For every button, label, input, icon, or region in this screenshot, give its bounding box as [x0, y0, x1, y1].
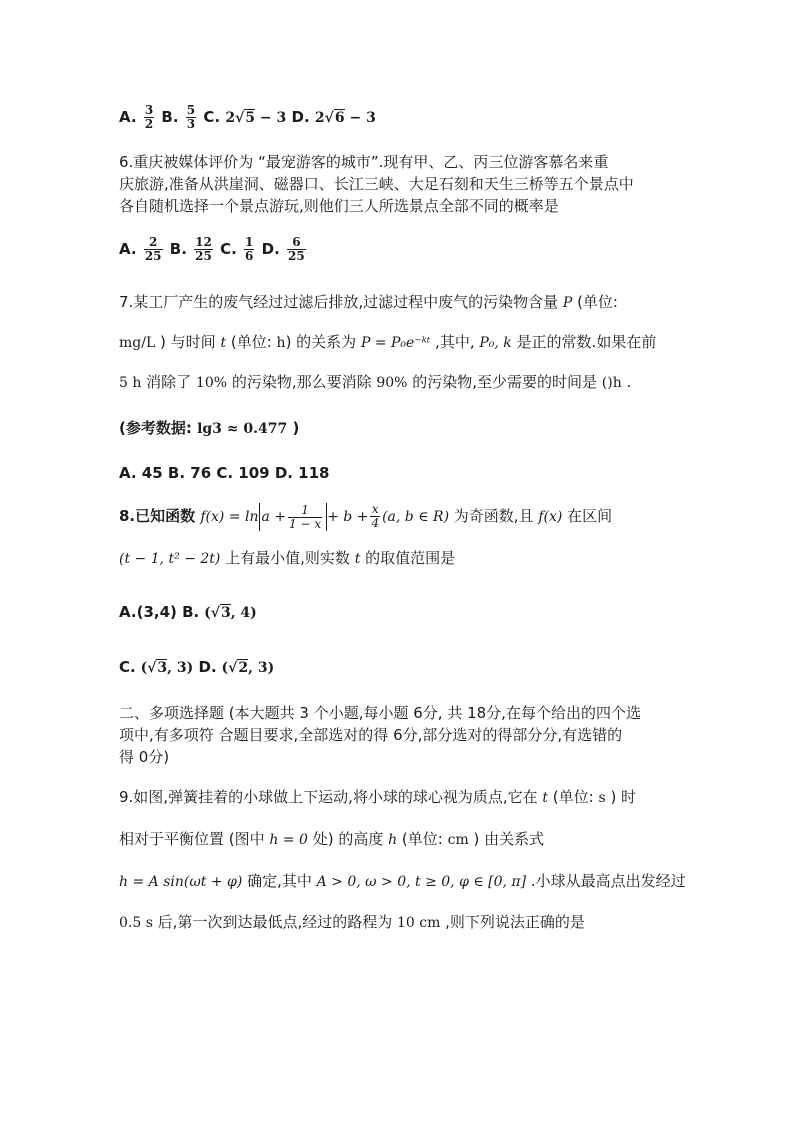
option-b-expr	[199, 604, 257, 621]
q8-text: 为奇函数,且	[449, 507, 539, 525]
math-formula: f(x) = ln	[200, 509, 259, 525]
unit: h	[276, 335, 286, 351]
denominator: 2	[144, 117, 154, 131]
radicand: 5	[245, 110, 256, 126]
q9-text: 9.如图,弹簧挂着的小球做上下运动,将小球的球心视为质点,它在	[119, 788, 543, 806]
sqrt-prefix: (√	[216, 660, 238, 676]
option-d-label: D.	[261, 240, 280, 258]
numerator: 5	[186, 103, 196, 117]
expr-tail: − 3	[255, 110, 287, 126]
math-formula: P = P₀e⁻ᵏᵗ	[360, 335, 431, 351]
math-var: t	[542, 790, 549, 806]
q6-line-3: 各自随机选择一个景点游玩,则他们三人所选景点全部不同的概率是	[119, 197, 559, 215]
q7-text: 的污染物,至少需要的时间是	[407, 373, 602, 391]
option-d-expr	[217, 659, 275, 676]
q7-line-1	[119, 292, 618, 313]
q9-line-3	[119, 871, 686, 892]
sqrt-prefix: 2√	[314, 110, 334, 126]
q8-text: 8.已知函数	[119, 507, 201, 525]
option-c-label: C.	[203, 108, 221, 126]
radicand: 2	[238, 660, 249, 676]
numerator: 2	[144, 236, 163, 250]
math-value: 0.5 s	[119, 915, 153, 931]
q7-line-2	[119, 332, 656, 353]
sqrt-prefix: (√	[135, 660, 157, 676]
fraction	[370, 503, 380, 530]
q9-text: (单位:	[548, 788, 599, 806]
q9-text: ) 时	[605, 788, 637, 806]
q8-text: 在区间	[562, 507, 613, 525]
q7-text: (单位:	[572, 293, 618, 311]
fraction	[186, 104, 196, 131]
fraction	[144, 104, 154, 131]
math-formula: h = A sin(ωt + φ)	[119, 874, 243, 890]
option-b-label: B.	[182, 603, 200, 621]
q7-line-3	[119, 372, 631, 393]
q7-text: ,其中,	[430, 333, 480, 351]
math-value: 5 h	[119, 375, 142, 391]
math-formula: a +	[261, 509, 287, 525]
fraction	[288, 504, 322, 531]
option-c-label: C.	[220, 240, 237, 258]
math-formula: h = 0	[269, 832, 308, 848]
fraction	[244, 236, 254, 263]
math-var: t	[220, 335, 227, 351]
q9-text: 处) 的高度	[307, 830, 389, 848]
unit: mg/L	[119, 335, 156, 351]
sqrt-prefix: (√	[199, 605, 220, 621]
q9-text: 确定,其中	[242, 872, 317, 890]
math-value: 90%	[376, 375, 408, 391]
numerator: 6	[287, 236, 306, 250]
section-2-line-1: 二、多项选择题 (本大题共 3 个小题,每小题 6分, 共 18分,在每个给出的四个选	[119, 704, 641, 722]
expr-tail: , 3)	[167, 660, 194, 676]
q9-text: .小球从最高点出发经过	[526, 872, 686, 890]
q7-text: 是正的常数.如果在前	[511, 333, 657, 351]
q7-text: (单位:	[226, 333, 277, 351]
unit: s	[598, 790, 606, 806]
q7-text: 的污染物,那么要消除	[227, 373, 377, 391]
q9-line-1	[119, 787, 636, 808]
fraction	[144, 236, 163, 263]
q7-text: ) 与时间	[155, 333, 221, 351]
math-value: 10 cm	[396, 915, 441, 931]
expr-tail: − 3	[344, 110, 376, 126]
option-a-label: A.	[119, 240, 137, 258]
q9-text: 后,第一次到达最低点,经过的路程为	[152, 913, 397, 931]
math-formula: (t − 1, t² − 2t)	[119, 551, 221, 567]
numerator: 12	[195, 235, 212, 249]
q8-options-cd	[119, 657, 274, 678]
math-var: t	[354, 551, 361, 567]
sqrt-prefix: 2√	[225, 110, 245, 126]
option-d-label: D.	[291, 108, 310, 126]
q8-options-ab	[119, 602, 257, 623]
section-2-line-2: 项中,有多项符 合题目要求,全部选对的得 6分,部分选对的得部分分,有选错的	[119, 726, 623, 744]
denominator: 4	[371, 516, 380, 530]
q7-line-4	[119, 418, 299, 439]
q7-options: A. 45 B. 76 C. 109 D. 118	[119, 464, 330, 482]
option-c-expr	[136, 659, 194, 676]
q9-line-2	[119, 829, 544, 850]
math-formula: A > 0, ω > 0, t ≥ 0, φ ∈ [0, π]	[316, 874, 527, 890]
math-formula: f(x)	[538, 509, 563, 525]
option-d-label: D.	[193, 658, 217, 676]
math-value: 10%	[195, 375, 228, 391]
denominator: 1 − x	[289, 516, 322, 531]
denominator: 3	[186, 117, 196, 131]
expr-tail: , 4)	[230, 605, 257, 621]
unit: cm	[447, 832, 469, 848]
q8-text: 上有最小值,则实数	[220, 549, 355, 567]
option-b-label: B.	[161, 108, 179, 126]
q9-text: ,则下列说法正确的是	[440, 913, 585, 931]
radicand: 3	[220, 605, 231, 621]
option-a-label: A.	[119, 108, 137, 126]
option-c-expr	[225, 109, 286, 126]
q7-text: (参考数据:	[119, 419, 198, 437]
option-d-expr	[315, 109, 376, 126]
numerator: x	[371, 502, 379, 516]
denominator: 25	[288, 249, 305, 263]
q8-text: 的取值范围是	[360, 549, 456, 567]
q8-line-2	[119, 548, 455, 569]
option-c-label: C.	[119, 658, 136, 676]
q7-text: )	[287, 419, 300, 437]
math-var: P	[562, 295, 573, 311]
math-formula: lg3 ≈ 0.477	[197, 421, 288, 437]
q7-text: ) 的关系为	[285, 333, 361, 351]
section-2-line-3: 得 0分)	[119, 748, 170, 766]
math-formula: + b +	[327, 509, 369, 525]
q6-line-2: 庆旅游,准备从洪崖洞、磁器口、长江三峡、大足石刻和天生三桥等五个景点中	[119, 175, 634, 193]
radicand: 6	[334, 110, 345, 126]
denominator: 25	[195, 249, 212, 263]
fraction	[287, 236, 306, 263]
option-b-label: B.	[169, 240, 187, 258]
numerator: 1	[288, 504, 322, 518]
q5-options	[119, 104, 376, 131]
math-value: ()h	[601, 375, 622, 391]
q9-line-4	[119, 912, 585, 933]
fraction	[194, 236, 213, 263]
math-formula: (a, b ∈ R)	[382, 509, 450, 525]
math-var: h	[388, 832, 398, 848]
q6-options	[119, 236, 308, 263]
expr-tail: , 3)	[248, 660, 275, 676]
radicand: 3	[157, 660, 168, 676]
q8-line-1	[119, 503, 612, 531]
numerator: 3	[144, 103, 154, 117]
numerator: 1	[245, 235, 254, 249]
q7-text: .	[621, 373, 632, 391]
q9-text: ) 由关系式	[468, 830, 545, 848]
q7-text: 7.某工厂产生的废气经过过滤后排放,过滤过程中废气的污染物含量	[119, 293, 559, 311]
q9-text: 相对于平衡位置 (图中	[119, 830, 270, 848]
denominator: 25	[144, 249, 162, 263]
abs-value	[259, 503, 328, 531]
q6-line-1: 6.重庆被媒体评价为 “最宠游客的城市”.现有甲、乙、丙三位游客慕名来重	[119, 153, 609, 171]
q7-text: 消除了	[141, 373, 196, 391]
denominator: 6	[245, 249, 254, 263]
option-a: A.(3,4)	[119, 603, 183, 621]
math-var: P₀, k	[479, 335, 512, 351]
q9-text: (单位:	[397, 830, 448, 848]
